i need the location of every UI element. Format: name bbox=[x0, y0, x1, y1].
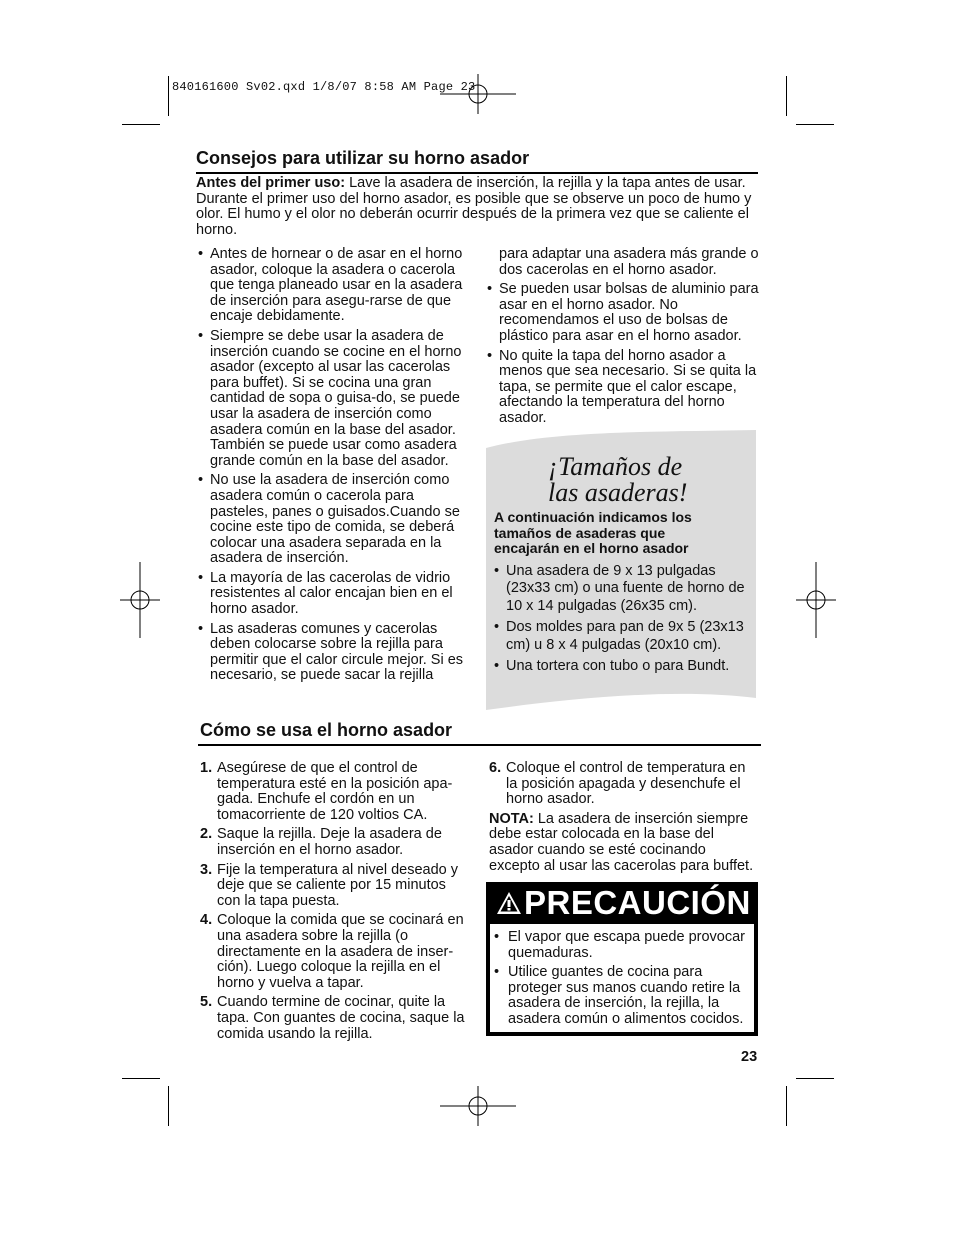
tip-item: • No use la asadera de inserción como asadera común o cacerola para pasteles, panes o guisados.Cuando se cocine este tipo de comida, se deberá colocar una asadera separada en la asadera de inserción. bbox=[198, 473, 470, 567]
sizes-box bbox=[494, 454, 756, 680]
registration-mark-top bbox=[440, 74, 516, 114]
caution-title bbox=[496, 884, 751, 922]
sizes-box-title-line2: las asaderas! bbox=[548, 478, 688, 507]
tip-item: • Antes de hornear o de asar en el horno asador, coloque la asadera o cacerola que tenga planeado usar en la asadera de inserción para asegu-rarse de que encaje debidamente. bbox=[198, 247, 470, 325]
tip-item: • Las asaderas comunes y cacerolas deben colocarse sobre la rejilla para permitir que el calor circule mejor. Si es necesario, se puede sacar la rejilla bbox=[198, 622, 470, 684]
intro-paragraph bbox=[196, 176, 756, 238]
note-paragraph bbox=[489, 812, 759, 874]
step-text: Cuando termine de cocinar, quite la tapa. Con guantes de cocina, saque la comida usando la rejilla. bbox=[217, 994, 465, 1042]
caution-title-text: PRECAUCIÓN bbox=[524, 884, 751, 921]
section-divider bbox=[196, 172, 758, 174]
step-text: Coloque la comida que se cocinará en una asadera sobre la rejilla (o directamente en la asadera de inser-ción). Luego coloque la rejilla en el horno y vuelva a tapar. bbox=[217, 912, 464, 991]
intro-text: Lave la asadera de inserción, la rejilla y la tapa antes de usar. Durante el primer uso del horno asador, es posible que se observe un poco de humo y olor. El humo y el olor no deberán ocurrir después de la primera vez que se caliente el horno. bbox=[196, 175, 752, 238]
registration-mark-right bbox=[796, 562, 836, 638]
note-label: NOTA: bbox=[489, 810, 534, 827]
usage-step bbox=[200, 995, 470, 1042]
note-text: La asadera de inserción siempre debe estar colocada en la base del asador cuando se esté cocinando excepto al usar las cacerolas para buffet. bbox=[489, 810, 754, 874]
size-item: • Dos moldes para pan de 9x 5 (23x13 cm) u 8 x 4 pulgadas (20x10 cm). bbox=[494, 619, 756, 654]
step-text: Saque la rejilla. Deje la asadera de inserción en el horno asador. bbox=[217, 826, 442, 858]
usage-step bbox=[200, 863, 470, 910]
tip-item: • Se pueden usar bolsas de aluminio para asar en el horno asador. No recomendamos el uso de bolsas de plástico para asar en el horno asador. bbox=[487, 282, 759, 344]
section-divider bbox=[198, 744, 761, 746]
size-item: • Una asadera de 9 x 13 pulgadas (23x33 cm) o una fuente de horno de 10 x 14 pulgadas (26x35 cm). bbox=[494, 563, 756, 616]
usage-step bbox=[200, 913, 470, 991]
step-number: 5. bbox=[200, 994, 213, 1011]
usage-step bbox=[489, 761, 759, 808]
section-title-usage: Cómo se usa el horno asador bbox=[200, 720, 453, 740]
step-number: 4. bbox=[200, 912, 213, 929]
registration-mark-bottom bbox=[440, 1086, 516, 1126]
step-text: Asegúrese de que el control de temperatura esté en la posición apa-gada. Enchufe el cordón en un tomacorriente de 120 voltios CA. bbox=[217, 760, 453, 823]
step-number: 2. bbox=[200, 826, 213, 843]
usage-step bbox=[200, 761, 470, 823]
print-slug-line: 840161600 Sv02.qxd 1/8/07 8:58 AM Page 23 bbox=[172, 80, 476, 94]
tips-left-column bbox=[198, 247, 470, 688]
tip-item: • No quite la tapa del horno asador a menos que sea necesario. Si se quita la tapa, se permite que el calor escape, afectando la temperatura del horno asador. bbox=[487, 349, 759, 427]
tip-item: • Siempre se debe usar la asadera de inserción cuando se cocine en el horno asador (excepto al usar las cacerolas para buffet). Si se cocina una gran cantidad de sopa o guisa-do, se puede usar la asadera de inserción como asadera común en la base del asador. También se puede usar como asadera grande común en la base del asador. bbox=[198, 329, 470, 469]
section-title-tips: Consejos para utilizar su horno asador bbox=[196, 148, 530, 168]
step-number: 1. bbox=[200, 760, 213, 776]
page-number: 23 bbox=[741, 1049, 758, 1065]
step-number: 3. bbox=[200, 861, 213, 878]
step-number: 6. bbox=[489, 760, 502, 776]
registration-mark-left bbox=[120, 562, 160, 638]
usage-steps-right bbox=[489, 761, 759, 874]
warning-triangle-icon bbox=[496, 890, 522, 916]
caution-content bbox=[490, 924, 754, 1032]
sizes-box-title-line1: ¡Tamaños de bbox=[548, 452, 683, 481]
size-item: • Una tortera con tubo o para Bundt. bbox=[494, 658, 756, 676]
intro-label: Antes del primer uso: bbox=[196, 175, 346, 191]
caution-item: • Utilice guantes de cocina para proteger sus manos cuando retire la asadera de inserción, la rejilla, la asadera común o alimentos cocidos. bbox=[494, 965, 754, 1027]
caution-box bbox=[486, 882, 758, 1036]
sizes-box-subtitle: A continuación indicamos los tamaños de asaderas que encajarán en el horno asador bbox=[494, 509, 692, 556]
step-text: Fije la temperatura al nivel deseado y deje que se caliente por 15 minutos con la tapa puesta. bbox=[217, 861, 458, 909]
tip-continuation: para adaptar una asadera más grande o dos cacerolas en el horno asador. bbox=[499, 246, 759, 278]
tips-right-column bbox=[487, 247, 759, 431]
caution-item: • El vapor que escapa puede provocar quemaduras. bbox=[494, 930, 754, 961]
usage-steps-left bbox=[200, 761, 470, 1046]
usage-step bbox=[200, 827, 470, 858]
tip-item: • La mayoría de las cacerolas de vidrio resistentes al calor encajan bien en el horno asador. bbox=[198, 571, 470, 618]
step-text: Coloque el control de temperatura en la posición apagada y desenchufe el horno asador. bbox=[506, 760, 746, 808]
